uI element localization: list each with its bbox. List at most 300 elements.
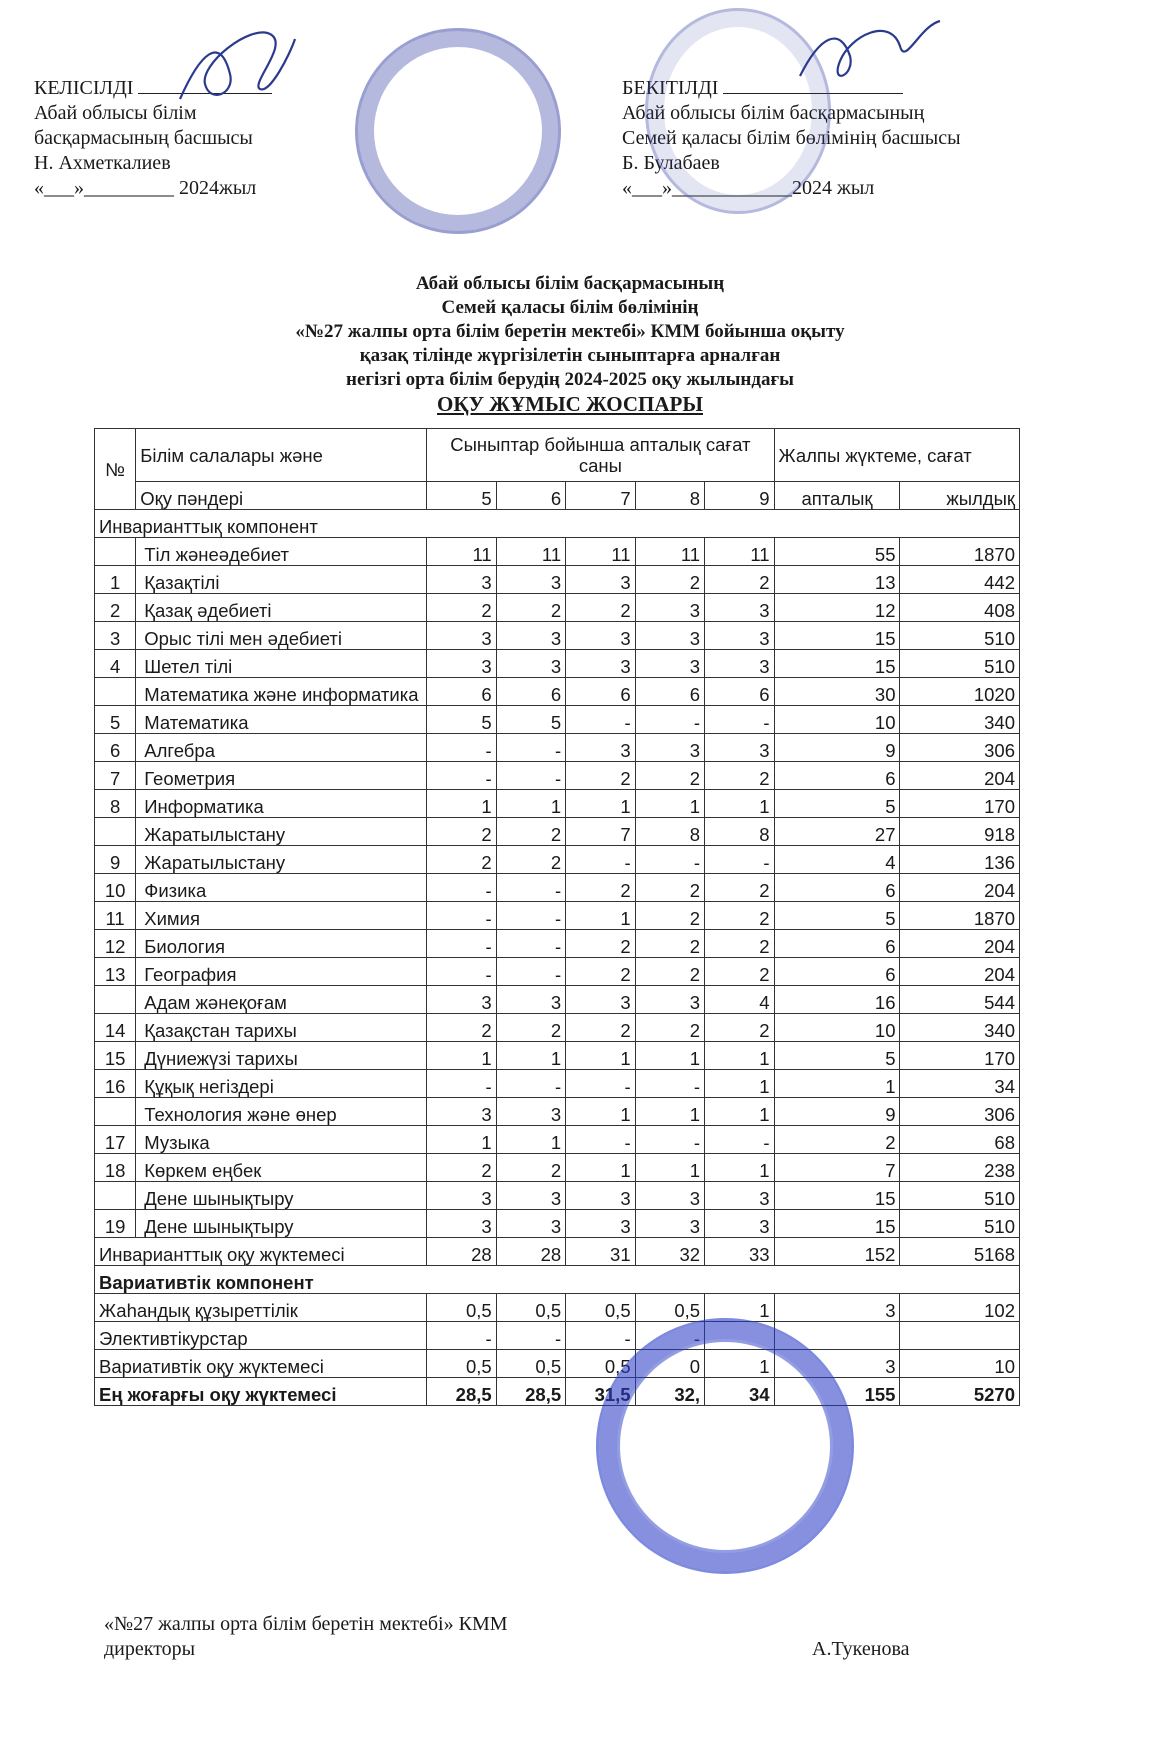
grade-8-hours: 3 [635, 622, 704, 650]
subject-name: Қазақ әдебиеті [136, 594, 427, 622]
yearly-hours: 136 [900, 846, 1020, 874]
weekly-hours: 30 [774, 678, 900, 706]
grade-6-hours: 3 [496, 986, 565, 1014]
grade-7-hours: 2 [566, 762, 635, 790]
grade-5-hours: - [427, 958, 496, 986]
grade-7-hours: 1 [566, 1042, 635, 1070]
grade-6-hours: 11 [496, 538, 565, 566]
grade-7-hours: 1 [566, 1098, 635, 1126]
grade-6-hours: 28 [496, 1238, 565, 1266]
weekly-hours: 3 [774, 1294, 900, 1322]
header-subjects: Оқу пәндері [136, 482, 427, 510]
header-grade-9: 9 [705, 482, 774, 510]
subject-name: Дене шынықтыру [136, 1182, 427, 1210]
grade-7-hours: - [566, 846, 635, 874]
grade-5-hours: 2 [427, 846, 496, 874]
row-number: 16 [95, 1070, 136, 1098]
row-number: 18 [95, 1154, 136, 1182]
grade-6-hours: 3 [496, 650, 565, 678]
yearly-hours: 442 [900, 566, 1020, 594]
row-number: 10 [95, 874, 136, 902]
subject-name: Биология [136, 930, 427, 958]
subject-name: Қазақтілі [136, 566, 427, 594]
subject-name: Физика [136, 874, 427, 902]
grade-7-hours: 1 [566, 1154, 635, 1182]
table-row [95, 1098, 1020, 1126]
footer-signer: А.Тукенова [812, 1638, 910, 1660]
table-row [95, 1042, 1020, 1070]
grade-9-hours: 2 [705, 1014, 774, 1042]
grade-6-hours: 5 [496, 706, 565, 734]
table-row [95, 594, 1020, 622]
grade-9-hours: 3 [705, 594, 774, 622]
grade-7-hours: 3 [566, 622, 635, 650]
grade-6-hours: 3 [496, 1182, 565, 1210]
weekly-hours: 10 [774, 706, 900, 734]
signature-right [790, 6, 950, 96]
header-grade-5: 5 [427, 482, 496, 510]
grade-6-hours: 1 [496, 1042, 565, 1070]
grade-5-hours: 3 [427, 622, 496, 650]
approval-right-line1: Абай облысы білім басқармасының [622, 102, 925, 124]
grade-8-hours: 3 [635, 734, 704, 762]
grade-7-hours: 3 [566, 566, 635, 594]
header-area: Білім салалары және [136, 429, 427, 482]
header-grades: Сыныптар бойынша аптaлық сағат саны [427, 429, 774, 482]
yearly-hours: 204 [900, 958, 1020, 986]
subject-name: Орыс тілі мен әдебиеті [136, 622, 427, 650]
grade-7-hours: - [566, 706, 635, 734]
grade-9-hours: - [705, 1126, 774, 1154]
approval-left-date: «___»_________ 2024жыл [34, 177, 257, 199]
approval-right-title: БЕКІТІЛДІ [622, 77, 719, 99]
grade-7-hours: 2 [566, 594, 635, 622]
grade-7-hours: 0,5 [566, 1350, 635, 1378]
section-variative: Вариативтік компонент [95, 1266, 1020, 1294]
weekly-hours: 6 [774, 874, 900, 902]
grade-8-hours: 0,5 [635, 1294, 704, 1322]
variative-row [95, 1322, 1020, 1350]
grade-9-hours: 2 [705, 902, 774, 930]
header-grade-6: 6 [496, 482, 565, 510]
grade-5-hours: 2 [427, 594, 496, 622]
weekly-hours: 10 [774, 1014, 900, 1042]
yearly-hours: 68 [900, 1126, 1020, 1154]
row-number: 6 [95, 734, 136, 762]
weekly-hours: 3 [774, 1350, 900, 1378]
grade-8-hours: 11 [635, 538, 704, 566]
grade-7-hours: 2 [566, 958, 635, 986]
grade-8-hours: 2 [635, 930, 704, 958]
grade-9-hours: 1 [705, 1154, 774, 1182]
grade-6-hours: - [496, 1070, 565, 1098]
row-number: 17 [95, 1126, 136, 1154]
subject-name: Химия [136, 902, 427, 930]
yearly-hours: 510 [900, 650, 1020, 678]
grade-9-hours: 2 [705, 874, 774, 902]
grade-5-hours: - [427, 734, 496, 762]
grade-6-hours: - [496, 874, 565, 902]
grade-8-hours: 1 [635, 790, 704, 818]
grade-8-hours: - [635, 1322, 704, 1350]
weekly-hours: 6 [774, 762, 900, 790]
weekly-hours: 55 [774, 538, 900, 566]
grade-9-hours: 1 [705, 790, 774, 818]
row-number: 8 [95, 790, 136, 818]
grade-7-hours: 2 [566, 1014, 635, 1042]
weekly-hours: 15 [774, 1182, 900, 1210]
yearly-hours: 340 [900, 1014, 1020, 1042]
weekly-hours: 1 [774, 1070, 900, 1098]
row-number [95, 678, 136, 706]
grade-9-hours: 2 [705, 930, 774, 958]
subject-name: Жаратылыстану [136, 818, 427, 846]
signature-left [160, 14, 310, 114]
yearly-hours: 544 [900, 986, 1020, 1014]
grade-7-hours: 31 [566, 1238, 635, 1266]
subject-name: Жаратылыстану [136, 846, 427, 874]
grade-5-hours: 5 [427, 706, 496, 734]
approval-right-line2: Семей қаласы білім бөлімінің басшысы [622, 127, 961, 149]
grade-8-hours: 2 [635, 874, 704, 902]
grade-9-hours: 3 [705, 734, 774, 762]
yearly-hours [900, 1322, 1020, 1350]
grade-9-hours: 2 [705, 762, 774, 790]
grade-9-hours: 2 [705, 958, 774, 986]
grade-5-hours: 2 [427, 1014, 496, 1042]
grade-8-hours: 6 [635, 678, 704, 706]
table-row [95, 1210, 1020, 1238]
row-label: Элективтікурстар [95, 1322, 427, 1350]
grade-6-hours: 3 [496, 622, 565, 650]
weekly-hours: 9 [774, 734, 900, 762]
grade-5-hours: 2 [427, 1154, 496, 1182]
approval-left-line2: басқармасының басшысы [34, 127, 253, 149]
grade-5-hours: 1 [427, 1126, 496, 1154]
grade-8-hours: 2 [635, 1014, 704, 1042]
grade-8-hours: 0 [635, 1350, 704, 1378]
row-label: Жаһандық құзыреттілік [95, 1294, 427, 1322]
yearly-hours: 510 [900, 1210, 1020, 1238]
weekly-hours: 9 [774, 1098, 900, 1126]
heading-line1: Абай облысы білім басқармасының [415, 273, 725, 294]
table-subheader-row [95, 482, 1020, 510]
table-row [95, 930, 1020, 958]
table-row [95, 986, 1020, 1014]
grade-9-hours: 3 [705, 650, 774, 678]
subject-name: Қазақстан тарихы [136, 1014, 427, 1042]
grade-6-hours: - [496, 930, 565, 958]
grade-5-hours: - [427, 902, 496, 930]
grade-7-hours: 31,5 [566, 1378, 635, 1406]
yearly-hours: 10 [900, 1350, 1020, 1378]
grade-8-hours: 3 [635, 1210, 704, 1238]
table-row [95, 818, 1020, 846]
grade-7-hours: - [566, 1070, 635, 1098]
table-row [95, 678, 1020, 706]
subject-name: Тіл жәнеәдебиет [136, 538, 427, 566]
row-number: 12 [95, 930, 136, 958]
grade-8-hours: 3 [635, 986, 704, 1014]
table-row [95, 622, 1020, 650]
row-label: Вариативтік оқу жүктемесі [95, 1350, 427, 1378]
grade-5-hours: 28,5 [427, 1378, 496, 1406]
header-grade-7: 7 [566, 482, 635, 510]
grade-6-hours: 3 [496, 566, 565, 594]
grade-5-hours: 1 [427, 790, 496, 818]
approval-left-title: КЕЛІСІЛДІ [34, 77, 134, 99]
grade-5-hours: - [427, 1322, 496, 1350]
grade-8-hours: 8 [635, 818, 704, 846]
curriculum-table [94, 428, 1020, 1406]
stamp-top [355, 28, 561, 234]
grade-5-hours: 3 [427, 566, 496, 594]
footer-role: директоры [104, 1638, 196, 1660]
subject-name: Көркем еңбек [136, 1154, 427, 1182]
weekly-hours: 6 [774, 930, 900, 958]
approval-left-line1: Абай облысы білім [34, 102, 197, 124]
grade-6-hours: 1 [496, 1126, 565, 1154]
table-row [95, 650, 1020, 678]
row-number [95, 986, 136, 1014]
grade-8-hours: 1 [635, 1042, 704, 1070]
grade-8-hours: - [635, 1126, 704, 1154]
grade-5-hours: - [427, 930, 496, 958]
grade-8-hours: 1 [635, 1154, 704, 1182]
row-number: 11 [95, 902, 136, 930]
weekly-hours: 15 [774, 1210, 900, 1238]
grade-5-hours: - [427, 874, 496, 902]
heading-line3: «№27 жалпы орта білім беретін мектебі» КММ бойынша оқыту [295, 321, 845, 342]
grade-7-hours: 6 [566, 678, 635, 706]
row-number: 1 [95, 566, 136, 594]
grade-7-hours: 1 [566, 902, 635, 930]
row-number [95, 1182, 136, 1210]
table-header-row [95, 429, 1020, 482]
grade-5-hours: 3 [427, 1182, 496, 1210]
weekly-hours: 4 [774, 846, 900, 874]
weekly-hours: 2 [774, 1126, 900, 1154]
grade-7-hours: - [566, 1126, 635, 1154]
grade-7-hours: 3 [566, 1182, 635, 1210]
subject-name: Математика және информатика [136, 678, 427, 706]
yearly-hours: 102 [900, 1294, 1020, 1322]
approval-right-line3: Б. Булабаев [622, 152, 720, 174]
grade-9-hours: 3 [705, 1210, 774, 1238]
row-number: 9 [95, 846, 136, 874]
subject-name: Дүниежүзі тарихы [136, 1042, 427, 1070]
grade-5-hours: 3 [427, 650, 496, 678]
weekly-hours: 7 [774, 1154, 900, 1182]
grade-5-hours: 11 [427, 538, 496, 566]
weekly-hours: 15 [774, 622, 900, 650]
grade-7-hours: 3 [566, 986, 635, 1014]
grade-8-hours: 2 [635, 762, 704, 790]
grade-7-hours: 3 [566, 734, 635, 762]
grade-6-hours: 3 [496, 1210, 565, 1238]
invariant-total-row [95, 1238, 1020, 1266]
table-row [95, 1182, 1020, 1210]
grade-9-hours: 1 [705, 1294, 774, 1322]
document-title: ОҚУ ЖҰМЫС ЖОСПАРЫ [437, 392, 703, 416]
yearly-hours: 204 [900, 762, 1020, 790]
yearly-hours: 170 [900, 790, 1020, 818]
row-number: 19 [95, 1210, 136, 1238]
grade-9-hours: 4 [705, 986, 774, 1014]
table-row [95, 1154, 1020, 1182]
grade-9-hours: 2 [705, 566, 774, 594]
weekly-hours: 16 [774, 986, 900, 1014]
grade-5-hours: 6 [427, 678, 496, 706]
stamp-bottom [596, 1318, 854, 1574]
grade-5-hours: 28 [427, 1238, 496, 1266]
row-label: Инварианттық оқу жүктемесі [95, 1238, 427, 1266]
grade-8-hours: 1 [635, 1098, 704, 1126]
header-number: № [95, 429, 136, 510]
grade-8-hours: 3 [635, 650, 704, 678]
grade-8-hours: 3 [635, 594, 704, 622]
grade-6-hours: 2 [496, 1154, 565, 1182]
yearly-hours: 510 [900, 622, 1020, 650]
grade-6-hours: 0,5 [496, 1294, 565, 1322]
heading-line2: Семей қаласы білім бөлімінің [441, 297, 699, 318]
header-weekly: апталық [774, 482, 900, 510]
grade-6-hours: 28,5 [496, 1378, 565, 1406]
grade-5-hours: 3 [427, 986, 496, 1014]
row-label: Ең жоғарғы оқу жүктемесі [95, 1378, 427, 1406]
yearly-hours: 1870 [900, 902, 1020, 930]
yearly-hours: 204 [900, 930, 1020, 958]
subject-name: Шетел тілі [136, 650, 427, 678]
header-yearly: жылдық [900, 482, 1020, 510]
section-invariant: Инварианттық компонент [95, 510, 1020, 538]
section-row-variative [95, 1266, 1020, 1294]
footer [104, 1612, 508, 1662]
approval-right-date: «___»____________2024 жыл [622, 177, 875, 199]
row-number [95, 818, 136, 846]
yearly-hours: 408 [900, 594, 1020, 622]
grade-6-hours: 1 [496, 790, 565, 818]
yearly-hours: 34 [900, 1070, 1020, 1098]
grade-8-hours: 3 [635, 1182, 704, 1210]
row-number [95, 1098, 136, 1126]
grade-6-hours: - [496, 958, 565, 986]
subject-name: Математика [136, 706, 427, 734]
grade-9-hours: - [705, 706, 774, 734]
weekly-hours: 155 [774, 1378, 900, 1406]
row-number: 13 [95, 958, 136, 986]
yearly-hours: 340 [900, 706, 1020, 734]
yearly-hours: 306 [900, 734, 1020, 762]
grade-9-hours: 3 [705, 622, 774, 650]
subject-name: Геометрия [136, 762, 427, 790]
table-body [95, 510, 1020, 1406]
grade-9-hours: 3 [705, 1182, 774, 1210]
grade-7-hours: 11 [566, 538, 635, 566]
grade-7-hours: 0,5 [566, 1294, 635, 1322]
grade-7-hours: 7 [566, 818, 635, 846]
row-number: 15 [95, 1042, 136, 1070]
table-row [95, 734, 1020, 762]
grade-9-hours: 8 [705, 818, 774, 846]
subject-name: Құқық негіздері [136, 1070, 427, 1098]
grade-5-hours: 0,5 [427, 1350, 496, 1378]
yearly-hours: 306 [900, 1098, 1020, 1126]
max-total-row [95, 1378, 1020, 1406]
subject-name: Технология және өнер [136, 1098, 427, 1126]
document-heading [120, 272, 1020, 416]
grade-6-hours: 0,5 [496, 1350, 565, 1378]
weekly-hours: 5 [774, 902, 900, 930]
grade-9-hours: - [705, 846, 774, 874]
table-row [95, 958, 1020, 986]
grade-8-hours: - [635, 846, 704, 874]
variative-row [95, 1294, 1020, 1322]
grade-6-hours: 2 [496, 1014, 565, 1042]
variative-row [95, 1350, 1020, 1378]
weekly-hours: 5 [774, 790, 900, 818]
row-number: 7 [95, 762, 136, 790]
grade-7-hours: 3 [566, 650, 635, 678]
weekly-hours: 152 [774, 1238, 900, 1266]
table-row [95, 538, 1020, 566]
subject-name: Дене шынықтыру [136, 1210, 427, 1238]
weekly-hours: 13 [774, 566, 900, 594]
grade-7-hours: 2 [566, 874, 635, 902]
grade-6-hours: 2 [496, 846, 565, 874]
grade-9-hours: 1 [705, 1350, 774, 1378]
grade-6-hours: - [496, 762, 565, 790]
grade-5-hours: 2 [427, 818, 496, 846]
grade-6-hours: 2 [496, 594, 565, 622]
grade-9-hours: 1 [705, 1042, 774, 1070]
heading-line4: қазақ тілінде жүргізілетін сыныптарға арналған [359, 345, 781, 366]
grade-9-hours: 6 [705, 678, 774, 706]
grade-8-hours: 2 [635, 958, 704, 986]
grade-7-hours: 1 [566, 790, 635, 818]
grade-9-hours: 11 [705, 538, 774, 566]
grade-6-hours: 2 [496, 818, 565, 846]
table-row [95, 706, 1020, 734]
yearly-hours: 1020 [900, 678, 1020, 706]
grade-8-hours: 32 [635, 1238, 704, 1266]
subject-name: География [136, 958, 427, 986]
yearly-hours: 1870 [900, 538, 1020, 566]
row-number: 5 [95, 706, 136, 734]
table-row [95, 762, 1020, 790]
grade-6-hours: - [496, 902, 565, 930]
table-row [95, 1126, 1020, 1154]
yearly-hours: 170 [900, 1042, 1020, 1070]
header-total: Жалпы жүктеме, сағат [774, 429, 1019, 482]
grade-6-hours: 3 [496, 1098, 565, 1126]
grade-5-hours: 3 [427, 1098, 496, 1126]
yearly-hours: 510 [900, 1182, 1020, 1210]
grade-9-hours: 33 [705, 1238, 774, 1266]
yearly-hours: 204 [900, 874, 1020, 902]
grade-7-hours: - [566, 1322, 635, 1350]
grade-9-hours: 1 [705, 1098, 774, 1126]
table-row [95, 1070, 1020, 1098]
header-grade-8: 8 [635, 482, 704, 510]
yearly-hours: 5270 [900, 1378, 1020, 1406]
yearly-hours: 5168 [900, 1238, 1020, 1266]
grade-8-hours: 2 [635, 566, 704, 594]
grade-8-hours: 32, [635, 1378, 704, 1406]
grade-5-hours: 0,5 [427, 1294, 496, 1322]
table-row [95, 846, 1020, 874]
grade-8-hours: - [635, 1070, 704, 1098]
